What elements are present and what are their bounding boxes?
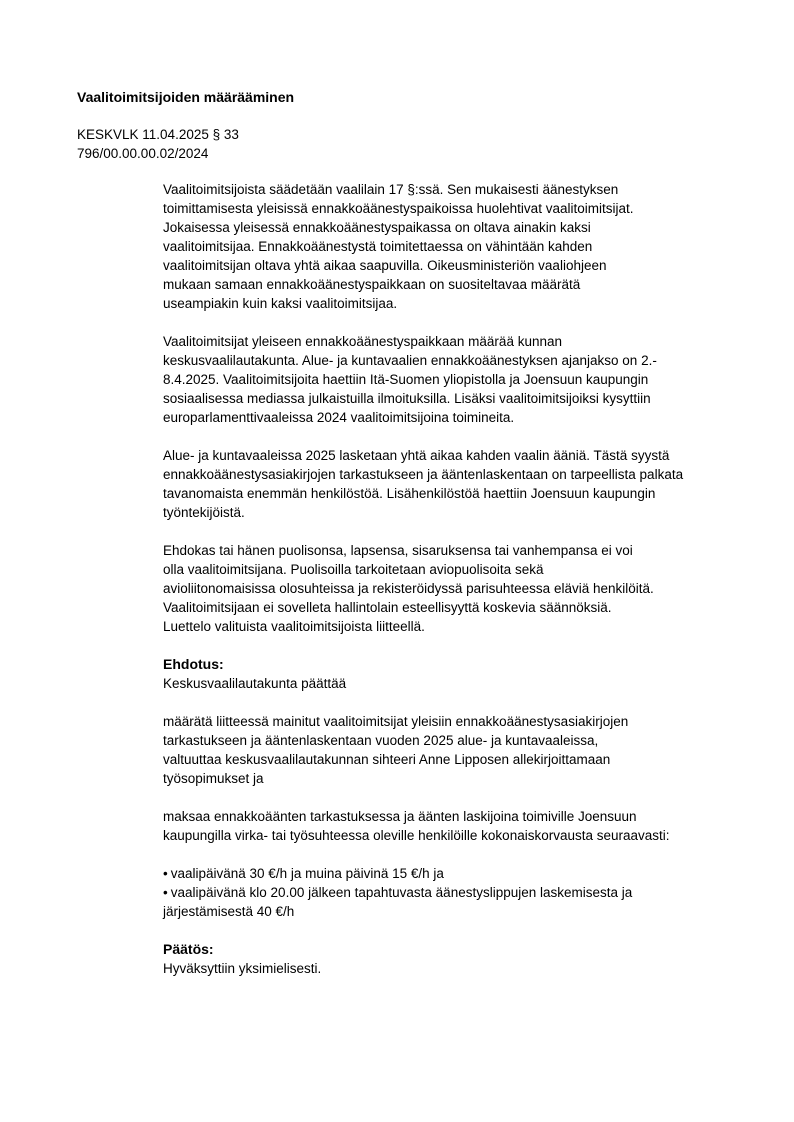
- paragraph-eligibility: [163, 541, 743, 636]
- text-line: ennakkoäänestysasiakirjojen tarkastukseen ja ääntenlaskentaan on tarpeellista palkata: [163, 467, 684, 482]
- text-line: keskusvaalilautakunta. Alue- ja kuntavaalien ennakkoäänestyksen ajanjakso on 2.-: [163, 353, 657, 368]
- paragraph-appointment: [163, 332, 743, 427]
- text-line: toimittamisesta yleisissä ennakkoäänestyspaikoissa huolehtivat vaalitoimitsijat.: [163, 201, 634, 216]
- text-line: maksaa ennakkoäänten tarkastuksessa ja äänten laskijoina toimiville Joensuun: [163, 809, 637, 824]
- text-line: mukaan samaan ennakkoäänestyspaikkaan on suositeltavaa määrätä: [163, 277, 581, 292]
- bullet-icon: •: [163, 866, 168, 881]
- text-line: vaalitoimitsijaa. Ennakkoäänestystä toimitettaessa on vähintään kahden: [163, 239, 593, 254]
- bullet-item: [163, 864, 743, 883]
- decision-heading: Päätös:: [163, 941, 214, 957]
- bullet-text: vaalipäivänä klo 20.00 jälkeen tapahtuvasta äänestyslippujen laskemisesta ja: [170, 885, 633, 900]
- proposal-intro: Keskusvaalilautakunta päättää: [163, 676, 347, 691]
- text-line: Vaalitoimitsijaan ei sovelleta hallintolain esteellisyyttä koskevia säännöksiä.: [163, 600, 612, 615]
- bullet-text-continuation: järjestämisestä 40 €/h: [163, 904, 295, 919]
- paragraph-legal-basis: [163, 180, 743, 313]
- meeting-reference: KESKVLK 11.04.2025 § 33: [77, 127, 239, 142]
- text-line: tavanomaista enemmän henkilöstöä. Lisähenkilöstöä haettiin Joensuun kaupungin: [163, 486, 656, 501]
- text-line: 8.4.2025. Vaalitoimitsijoita haettiin Itä-Suomen yliopistolla ja Joensuun kaupungin: [163, 372, 649, 387]
- bullet-text: vaalipäivänä 30 €/h ja muina päivinä 15 €/h ja: [170, 866, 444, 881]
- bullet-item: [163, 883, 743, 902]
- text-line: sosiaalisessa mediassa julkaistuilla ilmoituksilla. Lisäksi vaalitoimitsijoiksi kysyttiin: [163, 391, 651, 406]
- spacer: [163, 788, 743, 807]
- text-line: Luettelo valituista vaalitoimitsijoista liitteellä.: [163, 619, 425, 634]
- spacer: [163, 845, 743, 864]
- spacer: [163, 693, 743, 712]
- document-body: [163, 180, 743, 997]
- text-line: Vaalitoimitsijoista säädetään vaalilain 17 §:ssä. Sen mukaisesti äänestyksen: [163, 182, 619, 197]
- paragraph-staffing: [163, 446, 743, 522]
- text-line: Jokaisessa yleisessä ennakkoäänestyspaikassa on oltava ainakin kaksi: [163, 220, 591, 235]
- decision-section: [163, 940, 743, 978]
- text-line: kaupungilla virka- tai työsuhteessa oleville henkilöille kokonaiskorvausta seuraavasti:: [163, 828, 670, 843]
- text-line: Vaalitoimitsijat yleiseen ennakkoäänestyspaikkaan määrää kunnan: [163, 334, 562, 349]
- text-line: vaalitoimitsijan oltava yhtä aikaa saapuvilla. Oikeusministeriön vaaliohjeen: [163, 258, 607, 273]
- bullet-icon: •: [163, 885, 168, 900]
- text-line: avioliitonomaisissa olosuhteissa ja rekisteröidyssä parisuhteessa eläviä henkilöitä.: [163, 581, 654, 596]
- text-line: työntekijöistä.: [163, 505, 245, 520]
- document-title: Vaalitoimitsijoiden määrääminen: [77, 89, 295, 105]
- text-line: työsopimukset ja: [163, 771, 264, 786]
- text-line: europarlamenttivaaleissa 2024 vaalitoimitsijoina toimineita.: [163, 410, 515, 425]
- record-number: 796/00.00.00.02/2024: [77, 146, 209, 161]
- text-line: olla vaalitoimitsijana. Puolisoilla tarkoitetaan aviopuolisoita sekä: [163, 562, 544, 577]
- text-line: määrätä liitteessä mainitut vaalitoimitsijat yleisiin ennakkoäänestysasiakirjojen: [163, 714, 629, 729]
- proposal-section: [163, 655, 743, 921]
- text-line: useampiakin kuin kaksi vaalitoimitsijaa.: [163, 296, 398, 311]
- text-line: tarkastukseen ja ääntenlaskentaan vuoden 2025 alue- ja kuntavaaleissa,: [163, 733, 599, 748]
- document-meta: [77, 125, 239, 163]
- text-line: Alue- ja kuntavaaleissa 2025 lasketaan yhtä aikaa kahden vaalin ääniä. Tästä syystä: [163, 448, 670, 463]
- text-line: valtuuttaa keskusvaalilautakunnan sihteeri Anne Lipposen allekirjoittamaan: [163, 752, 611, 767]
- proposal-heading: Ehdotus:: [163, 656, 224, 672]
- text-line: Ehdokas tai hänen puolisonsa, lapsensa, sisaruksensa tai vanhempansa ei voi: [163, 543, 633, 558]
- decision-text: Hyväksyttiin yksimielisesti.: [163, 961, 322, 976]
